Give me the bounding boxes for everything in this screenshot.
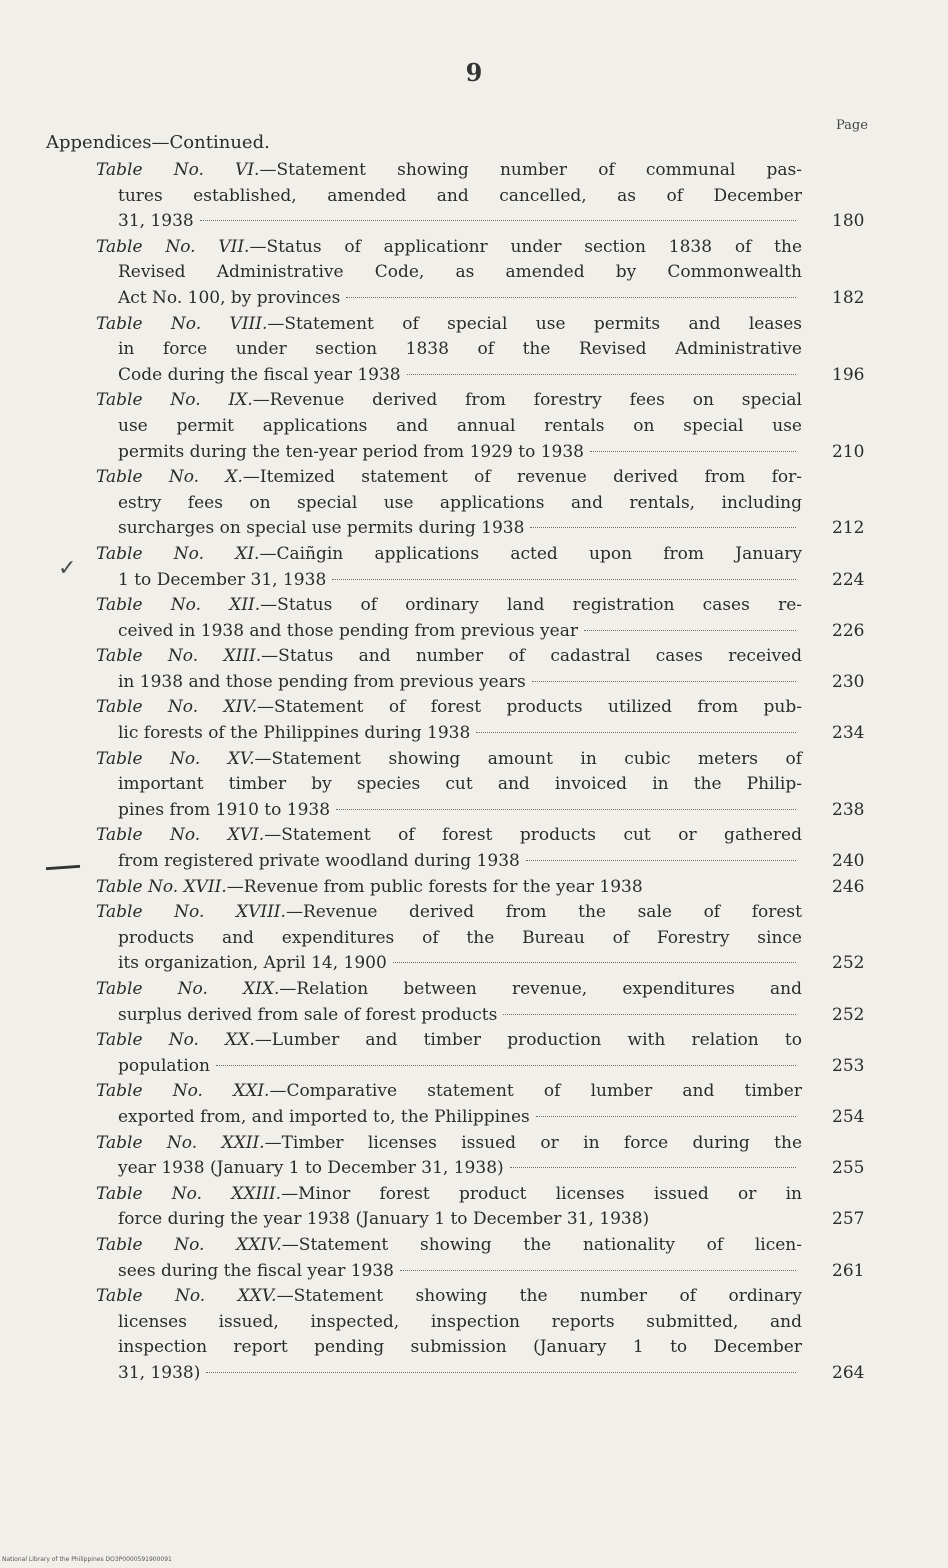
toc-entry-line	[96, 1284, 802, 1310]
table-description: year 1938 (January 1 to December 31, 1938)	[118, 1158, 504, 1179]
table-description: surplus derived from sale of forest products	[118, 1004, 498, 1025]
table-description: 1 to December 31, 1938	[118, 569, 327, 590]
toc-entry-line	[118, 414, 802, 440]
dot-leader	[584, 630, 796, 631]
toc-entry-line	[96, 695, 802, 721]
dot-leader	[590, 451, 796, 452]
table-name: Table No. XVI.	[96, 825, 265, 846]
page-ref: 234	[832, 723, 865, 744]
toc-entry-line	[118, 260, 802, 286]
toc-entry-line	[118, 772, 802, 798]
table-description: pines from 1910 to 1938	[118, 799, 331, 820]
dot-leader	[532, 681, 796, 682]
table-description: —Status of applicationr under section 1838 of the	[249, 236, 802, 257]
table-name: Table No. XXV.	[96, 1286, 277, 1307]
toc-entry	[0, 593, 948, 644]
table-name: Table No. VII.	[96, 236, 250, 257]
dot-leader	[510, 1167, 796, 1168]
page-ref: 180	[832, 211, 865, 232]
dot-leader	[346, 297, 796, 298]
table-description: —Lumber and timber production with relation to	[254, 1030, 802, 1051]
page-ref: 196	[832, 364, 865, 385]
page-column-label: Page	[836, 118, 868, 133]
table-of-contents	[0, 158, 948, 1387]
toc-entry	[0, 158, 948, 235]
table-name: Table No. XII.	[96, 595, 261, 616]
page-ref: 238	[832, 799, 865, 820]
table-description: from registered private woodland during 1938	[118, 851, 520, 872]
toc-entry-line	[96, 542, 802, 568]
toc-entry	[0, 1233, 948, 1284]
table-name: Table No. IX.	[96, 390, 253, 411]
toc-entry-line	[118, 491, 802, 517]
toc-entry	[0, 388, 948, 465]
table-description: —Comparative statement of lumber and timber	[269, 1081, 802, 1102]
table-description: —Statement showing amount in cubic meters of	[254, 748, 802, 769]
table-name: Table No. X.	[96, 467, 243, 488]
toc-entry-line	[118, 1207, 865, 1233]
toc-entry-line	[96, 235, 802, 261]
toc-entry-line	[96, 823, 802, 849]
toc-entry	[0, 1182, 948, 1233]
table-name: Table No. XV.	[96, 748, 255, 769]
dot-leader	[393, 962, 796, 963]
table-description: —Statement showing number of communal pas-	[259, 160, 803, 180]
page-ref: 253	[832, 1055, 865, 1076]
toc-entry-line	[96, 1131, 802, 1157]
table-name: Table No. XVII.	[96, 876, 227, 897]
page-ref: 240	[832, 851, 865, 872]
table-description: —Revenue from public forests for the year 1938	[226, 876, 643, 897]
table-description: —Caiñgin applications acted upon from January	[259, 543, 802, 564]
toc-entry-line	[118, 1310, 802, 1336]
table-description: Act No. 100, by provinces	[118, 287, 341, 308]
table-description: —Itemized statement of revenue derived from for-	[242, 467, 802, 488]
toc-entry-line	[118, 951, 865, 977]
page-ref: 246	[832, 876, 865, 897]
dot-leader	[400, 1270, 796, 1271]
toc-entry-line	[118, 1335, 802, 1361]
toc-entry	[0, 823, 948, 874]
toc-entry-line	[96, 900, 802, 926]
scan-footer-note: National Library of the Philippines DO3P0000591900091	[2, 1556, 172, 1563]
toc-entry-line	[118, 670, 865, 696]
toc-entry-line	[118, 440, 865, 466]
table-name: Table No. VI.	[96, 160, 260, 180]
table-description: Code during the fiscal year 1938	[118, 364, 401, 385]
toc-entry	[0, 1131, 948, 1182]
toc-entry	[0, 977, 948, 1028]
toc-entry	[0, 695, 948, 746]
toc-entry-line	[96, 875, 865, 901]
dot-leader	[216, 1065, 796, 1066]
page-ref: 261	[832, 1260, 865, 1281]
table-description: —Statement of forest products utilized from pub-	[257, 697, 802, 718]
page-ref: 254	[832, 1106, 865, 1127]
toc-entry	[0, 1284, 948, 1386]
page-ref: 182	[832, 287, 865, 308]
toc-entry-line	[118, 184, 802, 210]
toc-entry-line	[118, 849, 865, 875]
table-description: —Status of ordinary land registration cases re-	[260, 595, 803, 616]
toc-entry-line	[96, 977, 802, 1003]
toc-entry-line	[118, 1054, 865, 1080]
dot-leader	[526, 860, 796, 861]
toc-entry-line	[96, 388, 802, 414]
table-name: Table No. XI.	[96, 543, 260, 564]
toc-entry-line	[118, 721, 865, 747]
dot-leader	[206, 1372, 796, 1373]
table-description: —Statement of special use permits and leases	[267, 313, 803, 334]
table-description: exported from, and imported to, the Philippines	[118, 1106, 530, 1127]
dot-leader	[407, 374, 796, 375]
toc-entry	[0, 465, 948, 542]
dot-leader	[503, 1014, 796, 1015]
table-description: important timber by species cut and invoiced in the Philip-	[118, 774, 802, 795]
table-description: licenses issued, inspected, inspection reports submitted, and	[118, 1311, 802, 1332]
table-description: ceived in 1938 and those pending from previous year	[118, 620, 578, 641]
toc-entry-line	[118, 516, 865, 542]
table-description: —Status and number of cadastral cases received	[261, 646, 802, 667]
toc-entry-line	[96, 312, 802, 338]
table-description: 31, 1938	[118, 211, 194, 232]
dot-leader	[336, 809, 796, 810]
toc-entry-line	[118, 926, 802, 952]
table-description: —Minor forest product licenses issued or in	[281, 1183, 802, 1204]
table-name: Table No. XXIV.	[96, 1234, 282, 1255]
toc-entry-line	[96, 158, 802, 184]
toc-entry-line	[118, 1105, 865, 1131]
page-ref: 210	[832, 441, 865, 462]
table-description: —Statement of forest products cut or gathered	[264, 825, 802, 846]
table-description: —Revenue derived from forestry fees on special	[252, 390, 802, 411]
toc-entry-line	[96, 465, 802, 491]
dot-leader	[530, 527, 796, 528]
toc-entry-line	[118, 1361, 865, 1387]
table-name: Table No. XIV.	[96, 697, 258, 718]
toc-entry	[0, 312, 948, 389]
toc-entry-line	[96, 747, 802, 773]
toc-entry	[0, 1028, 948, 1079]
table-description: tures established, amended and cancelled, as of December	[118, 185, 802, 206]
table-name: Table No. XIII.	[96, 646, 262, 667]
table-description: in force under section 1838 of the Revised Administrative	[118, 339, 802, 360]
toc-entry	[0, 900, 948, 977]
table-description: surcharges on special use permits during 1938	[118, 518, 525, 539]
table-name: Table No. XXII.	[96, 1132, 265, 1153]
toc-entry-line	[96, 1182, 802, 1208]
page-ref: 255	[832, 1158, 865, 1179]
table-description: population	[118, 1055, 210, 1076]
table-name: Table No. VIII.	[96, 313, 268, 334]
page-ref: 252	[832, 1004, 865, 1025]
dot-leader	[200, 220, 796, 221]
toc-entry-line	[96, 1079, 802, 1105]
toc-entry-line	[118, 1003, 865, 1029]
toc-entry-line	[96, 593, 802, 619]
table-description: use permit applications and annual rentals on special use	[118, 415, 802, 436]
toc-entry	[0, 542, 948, 593]
table-name: Table No. XIX.	[96, 979, 280, 999]
table-description: —Timber licenses issued or in force during the	[264, 1132, 802, 1153]
toc-entry-line	[96, 1233, 802, 1259]
toc-entry	[0, 747, 948, 824]
table-description: its organization, April 14, 1900	[118, 953, 387, 974]
table-description: force during the year 1938 (January 1 to December 31, 1938)	[118, 1209, 650, 1230]
table-description: permits during the ten-year period from 1929 to 1938	[118, 441, 584, 462]
page-ref: 257	[832, 1209, 865, 1230]
dot-leader	[536, 1116, 796, 1117]
page-ref: 224	[832, 569, 865, 590]
page-ref: 252	[832, 953, 865, 974]
section-heading: Appendices—Continued.	[46, 132, 270, 153]
toc-entry-line	[118, 1259, 865, 1285]
toc-entry-line	[118, 209, 865, 235]
toc-entry-line	[118, 363, 865, 389]
table-description: in 1938 and those pending from previous years	[118, 671, 526, 692]
table-name: Table No. XXI.	[96, 1081, 270, 1102]
toc-entry	[0, 644, 948, 695]
toc-entry-line	[118, 286, 865, 312]
page-number: 9	[465, 58, 483, 87]
toc-entry-line	[118, 337, 802, 363]
toc-entry	[0, 235, 948, 312]
table-description: estry fees on special use applications and rentals, including	[118, 492, 802, 513]
table-description: lic forests of the Philippines during 1938	[118, 723, 471, 744]
table-name: Table No. XVIII.	[96, 902, 286, 923]
page-ref: 230	[832, 671, 865, 692]
page-ref: 226	[832, 620, 865, 641]
toc-entry	[0, 875, 948, 901]
dot-leader	[332, 579, 796, 580]
table-description: inspection report pending submission (January 1 to December	[118, 1337, 802, 1358]
toc-entry	[0, 1079, 948, 1130]
toc-entry-line	[118, 798, 865, 824]
table-description: products and expenditures of the Bureau of Forestry since	[118, 927, 802, 948]
dot-leader	[476, 732, 796, 733]
table-description: Revised Administrative Code, as amended by Commonwealth	[118, 262, 802, 283]
table-description: —Relation between revenue, expenditures and	[279, 979, 802, 999]
table-name: Table No. XX.	[96, 1030, 255, 1051]
toc-entry-line	[96, 1028, 802, 1054]
toc-entry-line	[118, 1156, 865, 1182]
toc-entry-line	[96, 644, 802, 670]
table-description: —Statement showing the nationality of licen-	[281, 1234, 803, 1255]
table-description: 31, 1938)	[118, 1362, 201, 1383]
table-description: —Revenue derived from the sale of forest	[285, 902, 802, 923]
toc-entry-line	[118, 619, 865, 645]
table-description: —Statement showing the number of ordinary	[276, 1286, 802, 1307]
table-description: sees during the fiscal year 1938	[118, 1260, 395, 1281]
page-ref: 264	[832, 1362, 865, 1383]
toc-entry-line	[118, 568, 865, 594]
table-name: Table No. XXIII.	[96, 1183, 282, 1204]
handwritten-check-mark-icon: ✓	[58, 556, 77, 581]
page-ref: 212	[832, 518, 865, 539]
